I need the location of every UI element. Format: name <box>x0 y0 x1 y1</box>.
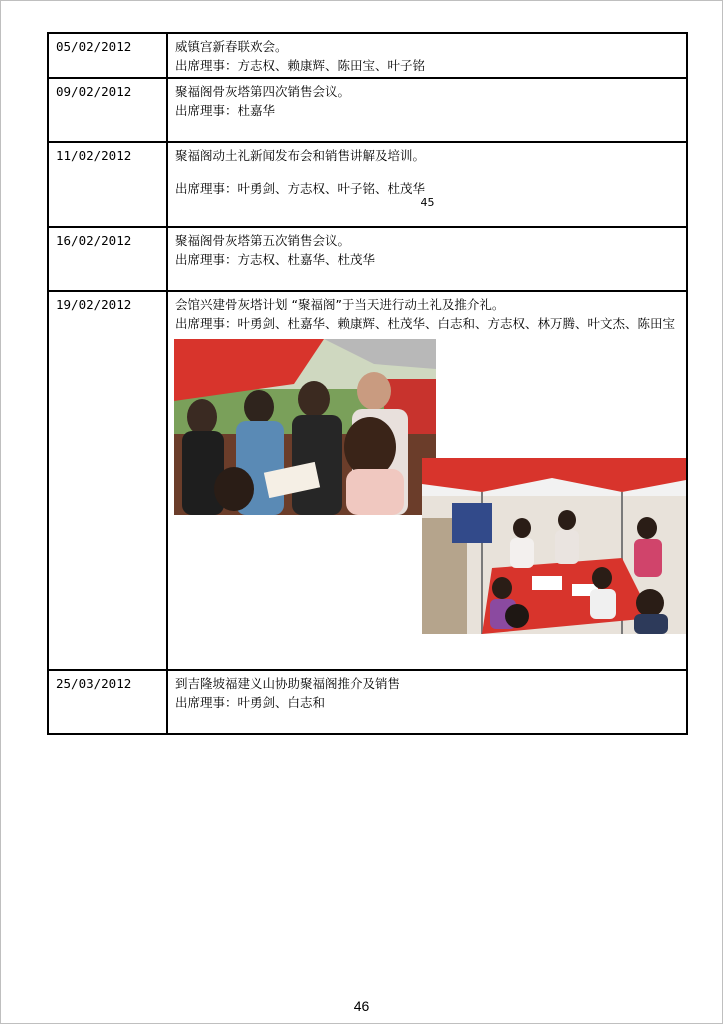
entry-content <box>167 670 687 734</box>
entry-content <box>167 291 687 670</box>
entry-content <box>167 33 687 78</box>
table-row <box>48 291 687 670</box>
table-row <box>48 33 687 78</box>
entry-title: 聚福阁骨灰塔第四次销售会议。 <box>175 84 351 99</box>
entry-date: 09/02/2012 <box>48 78 167 142</box>
table-row <box>48 227 687 291</box>
entry-attendees: 出席理事：方志权、杜嘉华、杜茂华 <box>175 252 376 267</box>
inline-page-number: 45 <box>420 196 435 209</box>
event-photo-sales <box>422 458 686 634</box>
entry-date: 16/02/2012 <box>48 227 167 291</box>
entry-content <box>167 227 687 291</box>
entry-title: 到吉隆坡福建义山协助聚福阁推介及销售 <box>175 676 401 691</box>
entry-date: 05/02/2012 <box>48 33 167 78</box>
entry-title: 聚福阁骨灰塔第五次销售会议。 <box>175 233 351 248</box>
entry-title: 威镇宫新春联欢会。 <box>175 39 288 54</box>
entry-content <box>167 78 687 142</box>
activity-table <box>47 32 688 735</box>
entry-date: 19/02/2012 <box>48 291 167 670</box>
page-number: 46 <box>353 998 370 1014</box>
entry-attendees: 出席理事：杜嘉华 <box>175 103 276 118</box>
entry-content <box>167 142 687 227</box>
event-photos <box>175 339 680 635</box>
entry-attendees: 出席理事：叶勇剑、白志和 <box>175 695 326 710</box>
table-row <box>48 670 687 734</box>
table-row <box>48 142 687 227</box>
event-photo-groundbreaking <box>174 339 436 515</box>
entry-title: 会馆兴建骨灰塔计划 “聚福阁”于当天进行动土礼及推介礼。 <box>175 297 505 312</box>
entry-date: 25/03/2012 <box>48 670 167 734</box>
entry-attendees: 出席理事：叶勇剑、方志权、叶子铭、杜茂华 <box>175 181 426 196</box>
entry-attendees: 出席理事：方志权、赖康辉、陈田宝、叶子铭 <box>175 58 426 73</box>
entry-date: 11/02/2012 <box>48 142 167 227</box>
entry-title: 聚福阁动土礼新闻发布会和销售讲解及培训。 <box>175 148 426 163</box>
entry-attendees: 出席理事：叶勇剑、杜嘉华、赖康辉、杜茂华、白志和、方志权、林万腾、叶文杰、陈田宝 <box>175 316 676 331</box>
table-row <box>48 78 687 142</box>
